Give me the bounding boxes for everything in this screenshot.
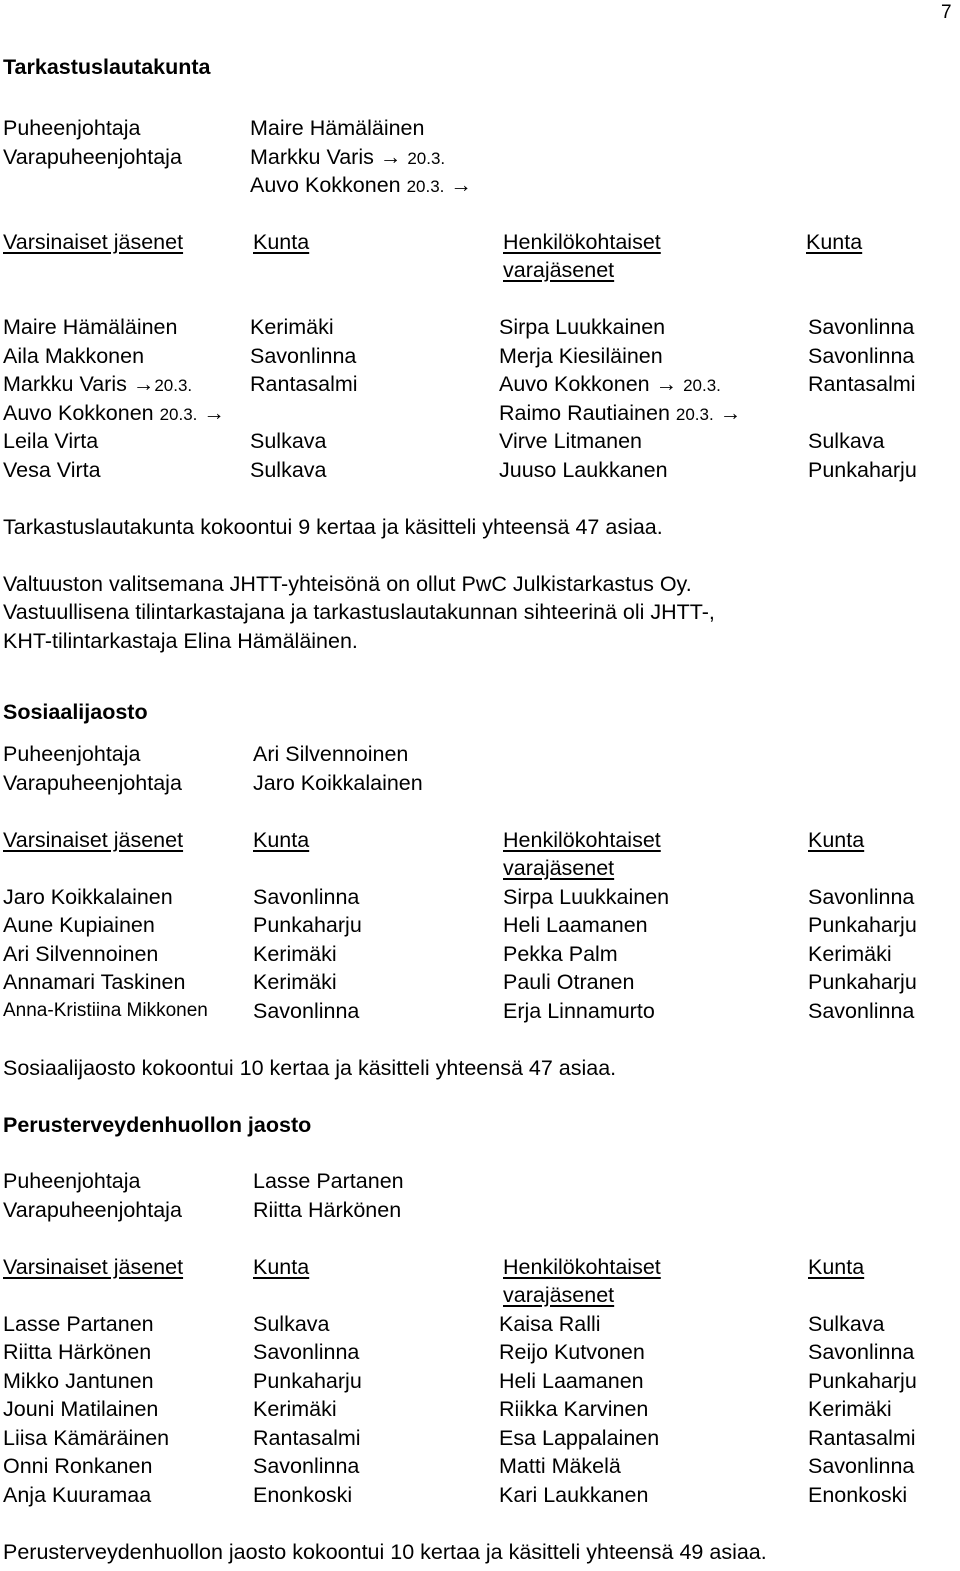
change-date: 20.3. [407, 149, 446, 168]
header-kunta: Kunta [253, 828, 310, 852]
member-name: Aune Kupiainen [3, 913, 155, 937]
deputy-name: Kaisa Ralli [499, 1312, 601, 1336]
vice-chair-label: Varapuheenjohtaja [3, 771, 182, 795]
vice-chair-name: Riitta Härkönen [253, 1198, 402, 1222]
header-members: Varsinaiset jäsenet [3, 230, 184, 254]
vice-chair-label: Varapuheenjohtaja [3, 145, 182, 169]
change-date: 20.3. [683, 376, 721, 395]
deputy-name: Esa Lappalainen [499, 1426, 660, 1450]
member-name: Onni Ronkanen [3, 1454, 153, 1478]
member-name: Anja Kuuramaa [3, 1483, 152, 1507]
member-name: Mikko Jantunen [3, 1369, 154, 1393]
member-name: Liisa Kämäräinen [3, 1426, 170, 1450]
member-name: Leila Virta [3, 429, 99, 453]
member-kunta: Punkaharju [253, 913, 362, 937]
deputy-name: Auvo Kokkonen [499, 372, 650, 396]
arrow-right-icon: → [450, 173, 472, 197]
deputy-name: Heli Laamanen [503, 913, 648, 937]
deputy-name: Sirpa Luukkainen [499, 315, 666, 339]
deputy-name: Merja Kiesiläinen [499, 344, 663, 368]
deputy-kunta: Savonlinna [808, 344, 915, 368]
deputy-name: Kari Laukkanen [499, 1483, 649, 1507]
member-kunta: Kerimäki [250, 315, 334, 339]
deputy-name: Juuso Laukkanen [499, 458, 668, 482]
deputy-kunta: Kerimäki [808, 1397, 892, 1421]
header-deputies: Henkilökohtaiset [503, 1255, 661, 1279]
summary-text: Perusterveydenhuollon jaosto kokoontui 10 kertaa ja käsitteli yhteensä 49 asiaa. [3, 1540, 767, 1564]
member-name: Aila Makkonen [3, 344, 145, 368]
member-name: Jaro Koikkalainen [3, 885, 173, 909]
deputy-name: Raimo Rautiainen [499, 401, 670, 425]
member-name-line [3, 370, 192, 400]
member-name: Anna-Kristiina Mikkonen [3, 1000, 208, 1021]
deputy-name: Riikka Karvinen [499, 1397, 649, 1421]
arrow-right-icon: → [132, 372, 155, 396]
member-name: Markku Varis [3, 372, 127, 396]
vice-chair-label: Varapuheenjohtaja [3, 1198, 182, 1222]
member-name: Ari Silvennoinen [3, 942, 159, 966]
header-kunta-2: Kunta [808, 1255, 865, 1279]
summary-text: Tarkastuslautakunta kokoontui 9 kertaa ja käsitteli yhteensä 47 asiaa. [3, 515, 663, 539]
arrow-right-icon: → [203, 401, 225, 425]
member-kunta: Savonlinna [253, 999, 360, 1023]
section-title-perusterveydenhuollon-jaosto: Perusterveydenhuollon jaosto [3, 1113, 312, 1137]
vice-chair-name-2: Auvo Kokkonen [250, 173, 401, 197]
header-deputies-2: varajäsenet [503, 1283, 615, 1307]
deputy-kunta: Punkaharju [808, 970, 917, 994]
deputy-kunta: Punkaharju [808, 913, 917, 937]
deputy-kunta: Savonlinna [808, 1454, 915, 1478]
arrow-right-icon: → [379, 145, 402, 169]
deputy-kunta: Rantasalmi [808, 372, 916, 396]
deputy-name: Virve Litmanen [499, 429, 643, 453]
member-kunta: Kerimäki [253, 1397, 337, 1421]
member-name: Jouni Matilainen [3, 1397, 159, 1421]
chair-name: Lasse Partanen [253, 1169, 404, 1193]
chair-label: Puheenjohtaja [3, 1169, 141, 1193]
deputy-kunta: Kerimäki [808, 942, 892, 966]
chair-name: Maire Hämäläinen [250, 116, 425, 140]
summary-text: Sosiaalijaosto kokoontui 10 kertaa ja käsitteli yhteensä 47 asiaa. [3, 1056, 617, 1080]
header-deputies: Henkilökohtaiset [503, 230, 661, 254]
vice-chair-name-1: Markku Varis [250, 145, 374, 169]
section-title-tarkastuslautakunta: Tarkastuslautakunta [3, 55, 211, 79]
header-deputies: Henkilökohtaiset [503, 828, 661, 852]
change-date: 20.3. [159, 405, 198, 424]
change-date: 20.3. [675, 405, 714, 424]
header-members: Varsinaiset jäsenet [3, 1255, 184, 1279]
deputy-kunta: Savonlinna [808, 315, 915, 339]
member-kunta: Kerimäki [253, 970, 337, 994]
deputy-kunta: Savonlinna [808, 885, 915, 909]
deputy-kunta: Sulkava [808, 429, 885, 453]
deputy-name: Pekka Palm [503, 942, 618, 966]
deputy-name-line [499, 370, 721, 400]
member-name: Annamari Taskinen [3, 970, 186, 994]
member-name: Riitta Härkönen [3, 1340, 152, 1364]
header-members: Varsinaiset jäsenet [3, 828, 184, 852]
chair-label: Puheenjohtaja [3, 116, 141, 140]
deputy-kunta: Punkaharju [808, 458, 917, 482]
member-kunta: Sulkava [250, 458, 327, 482]
header-kunta-2: Kunta [806, 230, 863, 254]
member-kunta: Punkaharju [253, 1369, 362, 1393]
member-kunta: Savonlinna [250, 344, 357, 368]
page-number: 7 [941, 2, 952, 23]
deputy-name-line [499, 399, 741, 429]
paragraph-line: Valtuuston valitsemana JHTT-yhteisönä on ollut PwC Julkistarkastus Oy. [3, 572, 692, 596]
deputy-name: Pauli Otranen [503, 970, 635, 994]
header-kunta-2: Kunta [808, 828, 865, 852]
change-date: 20.3. [406, 177, 445, 196]
member-kunta: Savonlinna [253, 1340, 360, 1364]
deputy-kunta: Sulkava [808, 1312, 885, 1336]
arrow-right-icon: → [655, 372, 678, 396]
member-name-line [3, 399, 225, 429]
vice-chair-name-2-line [250, 171, 472, 201]
header-kunta: Kunta [253, 230, 310, 254]
member-name: Maire Hämäläinen [3, 315, 178, 339]
deputy-kunta: Enonkoski [808, 1483, 908, 1507]
member-kunta: Enonkoski [253, 1483, 353, 1507]
section-title-sosiaalijaosto: Sosiaalijaosto [3, 700, 148, 724]
chair-label: Puheenjohtaja [3, 742, 141, 766]
header-deputies-2: varajäsenet [503, 856, 615, 880]
paragraph-line: KHT-tilintarkastaja Elina Hämäläinen. [3, 629, 358, 653]
change-date: 20.3. [154, 376, 193, 395]
arrow-right-icon: → [719, 401, 742, 425]
member-kunta: Sulkava [253, 1312, 330, 1336]
member-kunta: Savonlinna [253, 1454, 360, 1478]
deputy-kunta: Rantasalmi [808, 1426, 916, 1450]
chair-name: Ari Silvennoinen [253, 742, 409, 766]
member-kunta: Kerimäki [253, 942, 337, 966]
vice-chair-name: Jaro Koikkalainen [253, 771, 423, 795]
member-name: Lasse Partanen [3, 1312, 154, 1336]
vice-chair-name [250, 143, 445, 173]
deputy-kunta: Savonlinna [808, 1340, 915, 1364]
deputy-kunta: Punkaharju [808, 1369, 917, 1393]
member-name: Vesa Virta [3, 458, 101, 482]
member-kunta: Rantasalmi [253, 1426, 361, 1450]
member-kunta: Sulkava [250, 429, 327, 453]
member-name: Auvo Kokkonen [3, 401, 154, 425]
member-kunta: Savonlinna [253, 885, 360, 909]
deputy-name: Erja Linnamurto [503, 999, 655, 1023]
deputy-kunta: Savonlinna [808, 999, 915, 1023]
deputy-name: Matti Mäkelä [499, 1454, 621, 1478]
header-deputies-2: varajäsenet [503, 258, 615, 282]
deputy-name: Sirpa Luukkainen [503, 885, 670, 909]
header-kunta: Kunta [253, 1255, 310, 1279]
deputy-name: Heli Laamanen [499, 1369, 644, 1393]
deputy-name: Reijo Kutvonen [499, 1340, 645, 1364]
member-kunta: Rantasalmi [250, 372, 358, 396]
paragraph-line: Vastuullisena tilintarkastajana ja tarkastuslautakunnan sihteerinä oli JHTT-, [3, 600, 715, 624]
